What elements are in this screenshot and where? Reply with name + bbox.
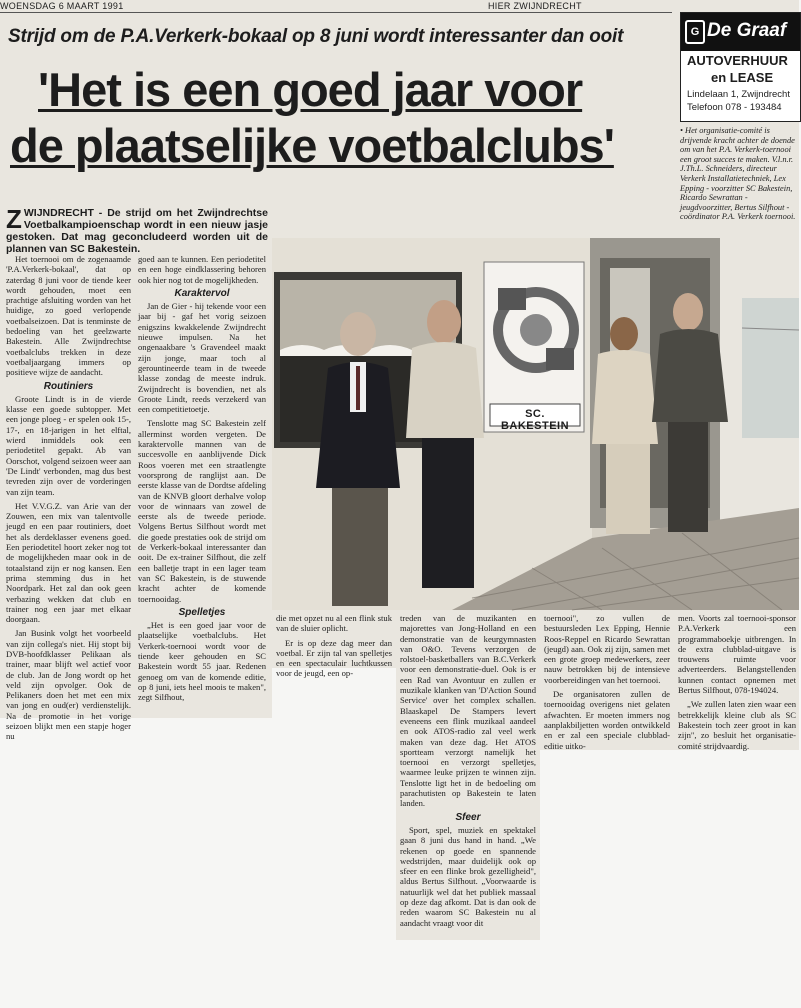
- intro-text: WIJNDRECHT - De strijd om het Zwijndrechtse Voetbalkampioenschap wordt in een nieuw jasje gestoken. Dat mag geconcludeerd worden uit de plannen van SC Bakestein.: [6, 207, 268, 255]
- ad-de-graaf: [680, 12, 801, 122]
- article-photo: [272, 238, 799, 610]
- column-6: [678, 613, 796, 751]
- col2-paragraph-2: Jan de Gier - hij tekende voor een jaar bij - gaf het vorig seizoen enigszins kwakkelende Zwijndrecht nieuwe impulsen. Na het ongenaakbare 's Gravendeel maakt zijn jonge, maar toch al gerountineerde team in de tweede klasse zondag de meeste indruk. Zwijndrecht is bovendien, net als Groote Lindt, reeds verzekerd van een competitietoetje.: [138, 301, 266, 415]
- subhead-karaktervol: Karaktervol: [174, 287, 230, 299]
- subhead-spelletjes: Spelletjes: [178, 606, 226, 618]
- ad-line-1: AUTOVERHUUR: [687, 53, 788, 68]
- issue-date: WOENSDAG 6 MAART 1991: [0, 1, 124, 11]
- subhead-routiniers: Routiniers: [43, 380, 94, 392]
- header-rule: [0, 12, 672, 13]
- photo-caption: • Het organisatie-comité is drijvende kracht achter de doende om van het P.A. Verkerk-toernooi een groot succes te maken. V.l.n.r. J.Th.L. Schneiders, directeur Verkerk Installatietechniek, Lex Epping - voorzitter SC Bakestein, Ricardo Sewrattan - jeugdvoorzitter, Bertus Silfhout - coördinator P.A. Verkerk toernooi.: [680, 126, 796, 222]
- intro: [6, 204, 268, 255]
- col6-paragraph-2: „We zullen laten zien waar een betrekkelijk kleine club als SC Bakestein toch zeer groot in kan zijn", zo besluit het organisatie-comité strijdvaardig.: [678, 699, 796, 751]
- col5-paragraph-2: De organisatoren zullen de toernooidag overigens niet gelaten afwachten. Er moeten immers nog aanplakbiljetten worden ontwikkeld en er zal een speciale clubblad-editie uitko-: [544, 689, 670, 751]
- column-3: [276, 613, 392, 679]
- col2-paragraph-3: Tenslotte mag SC Bakestein zelf allerminst worden vergeten. De karaktervolle mannen van de succesvolle en aanblijvende Dick Roos voeren met een straatlengte voorsprong de ranglijst aan. De eerste klasse van de Dordtse afdeling van de KNVB gloort derhalve volop voor de winnaars van zowel de eerste als de tweede periode. Volgens Bertus Silfhout wordt met die goede prestaties ook de strijd om de Verkerk-bokaal interessanter dan ooit. De ex-trainer Silfhout, die zelf een balletje trapt in een lager team van SC Bakestein, is de stuwende kracht achter de komende toernooidag.: [138, 418, 266, 604]
- column-5: [544, 613, 670, 751]
- column-4: [400, 613, 536, 937]
- kicker: Strijd om de P.A.Verkerk-bokaal op 8 juni wordt interessanter dan ooit: [8, 26, 624, 47]
- headline: [10, 62, 675, 174]
- ad-line-2: en LEASE: [711, 70, 774, 85]
- col1-paragraph-3: Het V.V.G.Z. van Arie van der Zouwen, een mix van talentvolle jeugd en een paar routiniers, doet het als derdeklasser evenens goed. Een periodetitel hoort zeker nog tot de mogelijkheden maar ook in de totaalstand zijn er nog kansen. Een prima stemming dus in het Noordpark. Het zal dan ook geen verbazing wekken dat club en trainer nog een jaar met elkaar doorgaan.: [6, 500, 131, 625]
- subhead-sfeer: Sfeer: [455, 811, 481, 823]
- col4-paragraph-2: Sport, spel, muziek en spektakel gaan 8 juni dus hand in hand. „We rekenen op goede en spannende wedstrijden, maar duidelijk ook op sfeer en een flinke brok gezelligheid", aldus Bertus Silfhout. „Voorwaarde is natuurlijk wel dat het publiek massaal op deze dag afkomt. Dat is dan ook de reden waarom SC Bakestein nu al aandacht vraagt voor dit: [400, 824, 536, 928]
- headline-line-2: de plaatselijke voetbalclubs': [10, 119, 614, 172]
- col1-paragraph-4: Jan Busink volgt het voorbeeld van zijn collega's niet. Hij stopt bij DVB-hoofdklasser Pelikaan als trainer, maar blijft wel actief voor de club. Jan de Jong wordt op het veld zijn opvolger. Ook de Pelikaners doen het met een mix van jong en oud(er) verdienstelijk. Na de promotie in het vorige seizoen blijkt men een stapje hoger nu: [6, 628, 131, 742]
- col5-paragraph-1: toernooi", zo vullen de bestuursleden Lex Epping, Hennie Roos-Reppel en Ricardo Sewrattan (jeugd) aan. Ook zij zijn, samen met een grote groep medewerkers, zeer nauw betrokken bij de intensieve voorbereidingen van het toernooi.: [544, 613, 670, 685]
- ad-phone: Telefoon 078 - 193484: [687, 102, 782, 113]
- photo-sign-text: SC. BAKESTEIN: [500, 408, 570, 432]
- ad-banner: [681, 13, 800, 51]
- col1-paragraph-2: Groote Lindt is in de vierde klasse een goede subtopper. Met een jonge ploeg - er spelen ook 15-, 17-, en 18-jarigen in het elftal, wierd inmiddels ook een periodetitel gepakt. Ab van Oorschot, volgend seizoen weer aan 'De Lindt' verbonden, mag dus best tevreden zijn over de vorderingen van zijn team.: [6, 393, 131, 497]
- section-name: HIER ZWIJNDRECHT: [488, 1, 582, 11]
- col1-paragraph-1: Het toernooi om de zogenaamde 'P.A.Verkerk-bokaal', dat op zaterdag 8 juni voor de tiende keer wordt gehouden, moet een prachtige afsluiting worden van het huidige, zo goed verlopende voetbalseizoen. Dat is tenminste de bedoeling van het geelzwarte Bakestein. Alle Zwijndrechtse voetbalclubs trekken in deze voetbaljaargang immers op positieve wijze de aandacht.: [6, 254, 131, 378]
- col2-paragraph-4: „Het is een goed jaar voor de plaatselijke voetbalclubs. Het Verkerk-toernooi wordt voor de tiende keer gehouden en SC Bakestein wordt 55 jaar. Redenen genoeg om van de komende editie, op 8 juni, iets heel moois te maken", zegt Silfhout,: [138, 620, 266, 703]
- intro-dropcap: Z: [6, 204, 22, 234]
- col2-paragraph-1: goed aan te kunnen. Een periodetitel en een hoge eindklassering behoren ook hier nog tot de mogelijkheden.: [138, 254, 266, 285]
- col3-paragraph-2: Er is op deze dag meer dan voetbal. Er zijn tal van spelletjes en een spectaculair luchtkussen voor de jeugd, een op-: [276, 637, 392, 679]
- col3-paragraph-1: die met opzet nu al een flink stuk van de sluier oplicht.: [276, 613, 392, 634]
- col6-paragraph-1: men. Voorts zal toernooi-sponsor P.A.Verkerk een programmaboekje uitbrengen. In de extra clubblad-uitgave is trouwens ruimte voor adverteerders. Belangstellenden kunnen contact opnemen met Bertus Silfhout, 078-194024.: [678, 613, 796, 696]
- headline-line-1: 'Het is een goed jaar voor: [38, 63, 583, 116]
- column-1: [6, 254, 131, 742]
- ad-address: Lindelaan 1, Zwijndrecht: [687, 89, 790, 100]
- column-2: [138, 254, 266, 703]
- ad-brand: De Graaf: [707, 20, 787, 41]
- col4-paragraph-1: treden van de muzikanten en majorettes van Jong-Holland en een demonstratie van de keurgymnasten van O&O. Tevens verzorgen de rolstoel-basketballers van B.C.Verkerk voor een demonstratie-duel. Ook is er een Rad van Avontuur en zullen er muzikale klanken van 'D'Action Sound Service' over het complex schallen. Blaaskapel De Stampers levert eveneens een flink muzikaal aandeel en ook ATOS-radio zal veel werk maken van deze dag. Het ATOS sportteam verzorgt namelijk het toernooi en verzorgt spelletjes, waarmee leuke prijzen te winnen zijn. Tenslotte ligt het in de bedoeling om parachutisten op Bakestein te laten landen.: [400, 613, 536, 809]
- ad-logo-icon: G: [685, 20, 705, 44]
